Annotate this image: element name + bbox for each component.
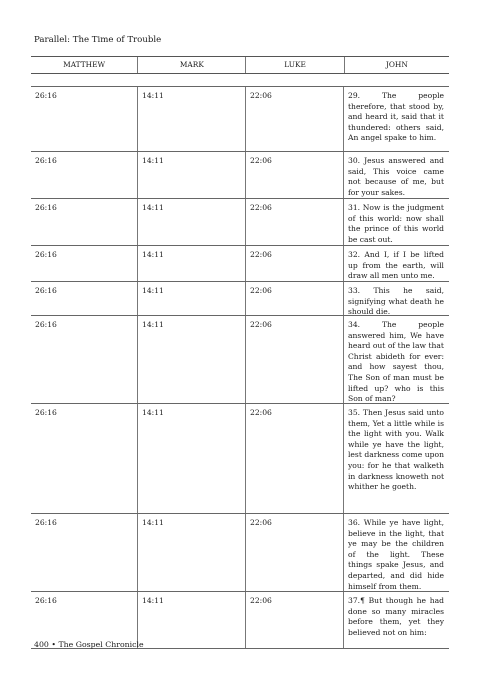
luke-cell: 22:06 [246, 246, 344, 281]
table-row [31, 152, 449, 199]
table-header [31, 56, 449, 74]
table-row [31, 246, 449, 282]
luke-cell: 22:06 [246, 316, 344, 403]
column-header-mark: MARK [138, 57, 246, 73]
john-cell: 29. The people therefore, that stood by, and heard it, said that it thundered: others said, An angel spake to him. [348, 91, 444, 143]
column-header-matthew: MATTHEW [31, 57, 138, 73]
luke-cell: 22:06 [246, 404, 344, 513]
table-row [31, 514, 449, 592]
matthew-cell: 26:16 [31, 87, 138, 151]
john-cell: 37.¶ But though he had done so many miracles before them, yet they believed not on him: [348, 596, 444, 637]
john-cell: 36. While ye have light, believe in the light, that ye may be the children of the light. These things spake Jesus, and departed, and did hide himself from them. [348, 518, 444, 591]
matthew-cell: 26:16 [31, 246, 138, 281]
matthew-cell: 26:16 [31, 199, 138, 245]
luke-cell: 22:06 [246, 592, 344, 648]
mark-cell: 14:11 [138, 152, 246, 198]
luke-cell: 22:06 [246, 514, 344, 591]
matthew-cell: 26:16 [31, 592, 138, 648]
table-row [31, 316, 449, 404]
john-cell: 32. And I, if I be lifted up from the earth, will draw all men unto me. [348, 250, 444, 281]
page-title: Parallel: The Time of Trouble [34, 35, 162, 45]
mark-cell: 14:11 [138, 199, 246, 245]
page-footer: 400 • The Gospel Chronicle [34, 640, 144, 649]
parallel-table [31, 86, 449, 649]
column-header-luke: LUKE [246, 57, 344, 73]
matthew-cell: 26:16 [31, 404, 138, 513]
john-cell: 34. The people answered him, We have heard out of the law that Christ abideth for ever: and how sayest thou, The Son of man must be lifted up? who is this Son of man? [348, 320, 444, 404]
mark-cell: 14:11 [138, 246, 246, 281]
mark-cell: 14:11 [138, 282, 246, 315]
luke-cell: 22:06 [246, 87, 344, 151]
table-row [31, 282, 449, 316]
table-row [31, 404, 449, 514]
john-cell: 33. This he said, signifying what death he should die. [348, 286, 444, 317]
column-header-john: JOHN [385, 60, 408, 69]
mark-cell: 14:11 [138, 404, 246, 513]
matthew-cell: 26:16 [31, 282, 138, 315]
matthew-cell: 26:16 [31, 316, 138, 403]
luke-cell: 22:06 [246, 199, 344, 245]
table-row [31, 199, 449, 246]
john-cell: 30. Jesus answered and said, This voice came not because of me, but for your sakes. [348, 156, 444, 197]
luke-cell: 22:06 [246, 282, 344, 315]
luke-cell: 22:06 [246, 152, 344, 198]
matthew-cell: 26:16 [31, 514, 138, 591]
table-row [31, 87, 449, 152]
mark-cell: 14:11 [138, 514, 246, 591]
mark-cell: 14:11 [138, 592, 246, 648]
john-cell: 35. Then Jesus said unto them, Yet a little while is the light with you. Walk while ye have the light, lest darkness come upon you: for he that walketh in darkness knoweth not whither he goeth. [348, 408, 444, 492]
mark-cell: 14:11 [138, 87, 246, 151]
john-cell: 31. Now is the judgment of this world: now shall the prince of this world be cast out. [348, 203, 444, 244]
mark-cell: 14:11 [138, 316, 246, 403]
matthew-cell: 26:16 [31, 152, 138, 198]
